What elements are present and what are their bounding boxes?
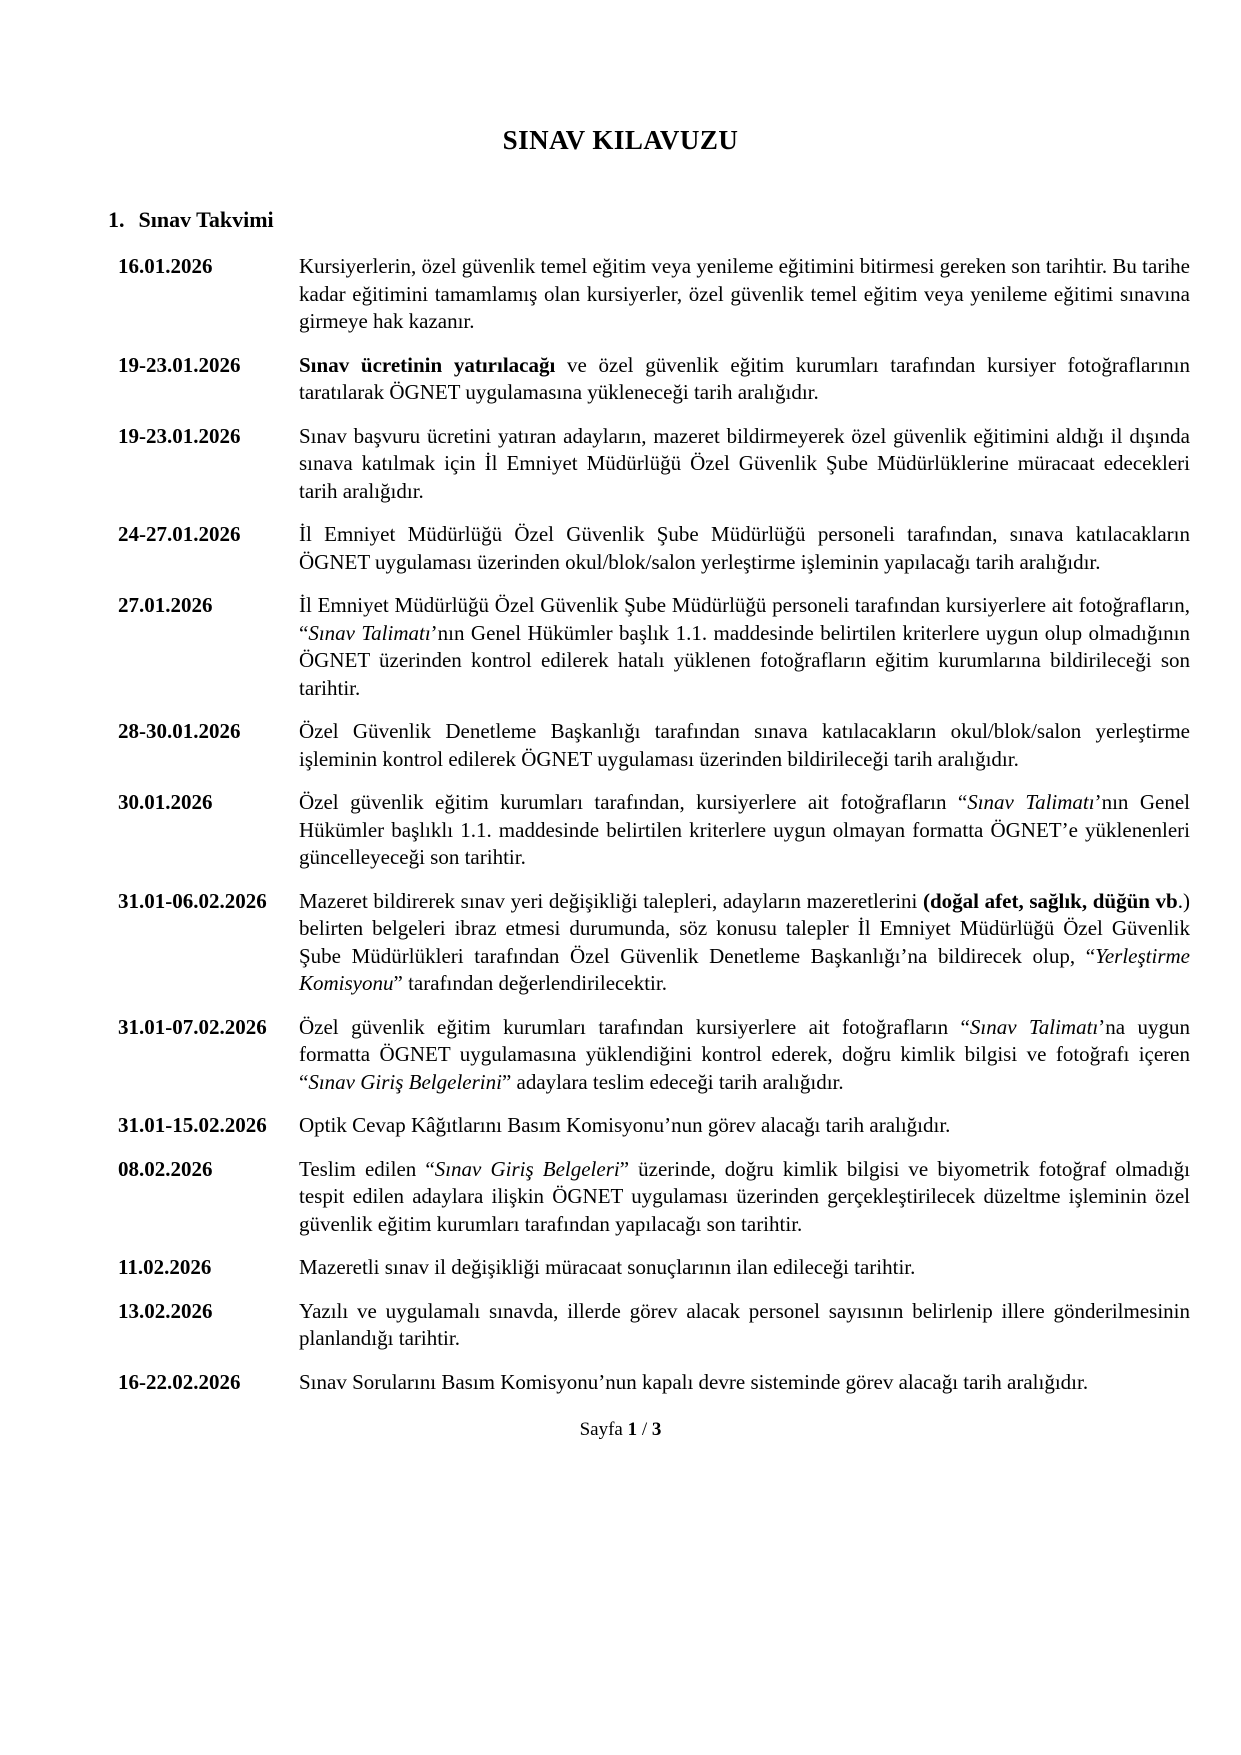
schedule-entry [118,789,1190,872]
schedule-entry [118,1014,1190,1097]
schedule-entry [118,423,1190,506]
page-title: SINAV KILAVUZU [502,125,739,155]
entry-date: 19-23.01.2026 [118,352,241,377]
entry-date: 27.01.2026 [118,593,213,617]
schedule-entry [118,1156,1190,1239]
entry-text-run: Özel güvenlik eğitim kurumları tarafından kursiyerlere ait fotoğrafların “ [299,1014,970,1039]
entry-text-run: Sınav Talimatı [308,620,431,645]
entry-text-run: .) belirten belgeleri ibraz etmesi durumunda, söz konusu talepler İl Emniyet Müdürlüğü Özel Güvenlik Şube Müdürlükleri tarafından Özel Güvenlik Denetleme Başkanlığı’na bildirecek olup, “ [299,888,1190,968]
entry-date: 08.02.2026 [118,1156,213,1181]
entry-text-run: İl Emniyet Müdürlüğü Özel Güvenlik Şube Müdürlüğü personeli tarafından kursiyerlere ait fotoğrafların, “ [299,593,1190,645]
schedule-entry [118,1254,1190,1282]
entry-description [299,789,1190,872]
schedule-entry [118,718,1190,773]
footer-current-page: 1 [627,1419,638,1440]
entry-text-run: ’nın Genel Hükümler başlıklı 1.1. maddesinde belirtilen kriterlere uygun olmayan formatta ÖGNET’e yüklenenleri güncelleyeceği son tarihtir. [299,790,1190,869]
entry-date: 16-22.02.2026 [118,1369,241,1394]
entry-text-run: Teslim edilen “ [299,1156,435,1181]
schedule-entry [118,1112,1190,1140]
entry-text-run: (doğal afet, sağlık, düğün vb [923,888,1178,913]
entry-text-run: Sınav Talimatı [969,1014,1099,1039]
schedule-entry [118,592,1190,702]
schedule-entry [118,352,1190,407]
schedule-entry [118,1298,1190,1353]
entry-description [299,1298,1190,1353]
entry-date: 24-27.01.2026 [118,522,241,546]
entry-description [299,1369,1190,1397]
entry-date: 13.02.2026 [118,1298,213,1323]
entry-date: 28-30.01.2026 [118,719,241,743]
footer-total-pages: 3 [651,1419,662,1440]
entry-text-run: Optik Cevap Kâğıtlarını Basım Komisyonu’nun görev alacağı tarih aralığıdır. [299,1113,951,1137]
entry-date: 31.01-15.02.2026 [118,1113,267,1137]
page-footer [0,1418,1241,1442]
entry-description [299,521,1190,576]
entry-text-run: Yerleştirme Komisyonu [299,943,1190,995]
schedule-entry [118,888,1190,998]
entry-text-run: ” üzerinde, doğru kimlik bilgisi ve biyometrik fotoğraf olmadığı tespit edilen adaylara ilişkin ÖGNET uygulaması üzerinden gerçekleştirilecek düzeltme işleminin özel güvenlik eğitim kurumları tarafından yapılacağı son tarihtir. [299,1156,1190,1236]
entry-date: 30.01.2026 [118,790,213,814]
entry-text-run: Sınav Giriş Belgeleri [434,1156,620,1181]
entry-text-run: ’na uygun formatta ÖGNET uygulamasına yüklendiğini kontrol ederek, doğru kimlik bilgisi ve fotoğrafı içeren “ [299,1014,1190,1094]
entry-text-run: ve özel güvenlik eğitim kurumları tarafından kursiyer fotoğraflarının taratılarak ÖGNET uygulamasına yükleneceği tarih aralığıdır. [299,352,1191,404]
footer-label: Sayfa [579,1419,628,1440]
entry-description [299,1156,1190,1239]
entry-text-run: ” adaylara teslim edeceği tarih aralığıdır. [501,1069,844,1094]
schedule-entry [118,1369,1190,1397]
entry-description [299,718,1190,773]
entry-date: 11.02.2026 [118,1255,212,1279]
entry-text-run: Kursiyerlerin, özel güvenlik temel eğitim veya yenileme eğitimini bitirmesi gereken son tarihtir. Bu tarihe kadar eğitimini tamamlamış olan kursiyerler, özel güvenlik temel eğitim veya yenileme eğitimi sınavına girmeye hak kazanır. [299,254,1190,333]
entry-description [299,888,1190,998]
entry-description [299,592,1190,702]
entry-text-run: Sınav Sorularını Basım Komisyonu’nun kapalı devre sisteminde görev alacağı tarih aralığıdır. [299,1369,1089,1394]
entry-text-run: Özel Güvenlik Denetleme Başkanlığı tarafından sınava katılacakların okul/blok/salon yerleştirme işleminin kontrol edilerek ÖGNET uygulaması üzerinden bildirileceği tarih aralığıdır. [299,719,1190,771]
section-number: 1. [108,207,125,232]
entry-text-run: Sınav Giriş Belgelerini [308,1069,502,1094]
entry-description [299,1112,1190,1140]
entry-description [299,1014,1190,1097]
entry-text-run: Özel güvenlik eğitim kurumları tarafından, kursiyerlere ait fotoğrafların “ [299,790,968,814]
section-label: Sınav Takvimi [138,207,274,232]
entry-text-run: ’nın Genel Hükümler başlık 1.1. maddesinde belirtilen kriterlere uygun olup olmadığının ÖGNET üzerinden kontrol edilerek hatalı yüklenen fotoğrafların eğitim kurumlarına bildirileceği son tarihtir. [299,620,1190,700]
schedule-list [118,253,1190,1396]
entry-date: 16.01.2026 [118,254,213,278]
entry-text-run: ” tarafından değerlendirilecektir. [393,971,667,995]
entry-description [299,253,1190,336]
entry-text-run: Mazeret bildirerek sınav yeri değişikliği talepleri, adayların mazeretlerini [299,888,923,913]
section-heading [108,206,1190,233]
schedule-entry [118,521,1190,576]
entry-text-run: Sınav ücretinin yatırılacağı [299,352,556,377]
entry-text-run: Sınav Talimatı [967,790,1095,814]
entry-text-run: İl Emniyet Müdürlüğü Özel Güvenlik Şube Müdürlüğü personeli tarafından, sınava katılacakların ÖGNET uygulaması üzerinden okul/blok/salon yerleştirme işleminin yapılacağı tarih aralığıdır. [299,522,1190,574]
entry-description [299,423,1190,506]
entry-description [299,1254,1190,1282]
entry-description [299,352,1190,407]
entry-date: 31.01-06.02.2026 [118,888,267,913]
entry-text-run: Sınav başvuru ücretini yatıran adayların, mazeret bildirmeyerek özel güvenlik eğitimini aldığı il dışında sınava katılmak için İl Emniyet Müdürlüğü Özel Güvenlik Şube Müdürlüklerine müracaat edecekleri tarih aralığıdır. [299,423,1190,503]
schedule-entry [118,253,1190,336]
entry-date: 19-23.01.2026 [118,423,241,448]
entry-text-run: Mazeretli sınav il değişikliği müracaat sonuçlarının ilan edileceği tarihtir. [299,1255,916,1279]
footer-separator: / [637,1419,652,1440]
entry-date: 31.01-07.02.2026 [118,1014,267,1039]
entry-text-run: Yazılı ve uygulamalı sınavda, illerde görev alacak personel sayısının belirlenip illere gönderilmesinin planlandığı tarihtir. [299,1298,1190,1350]
